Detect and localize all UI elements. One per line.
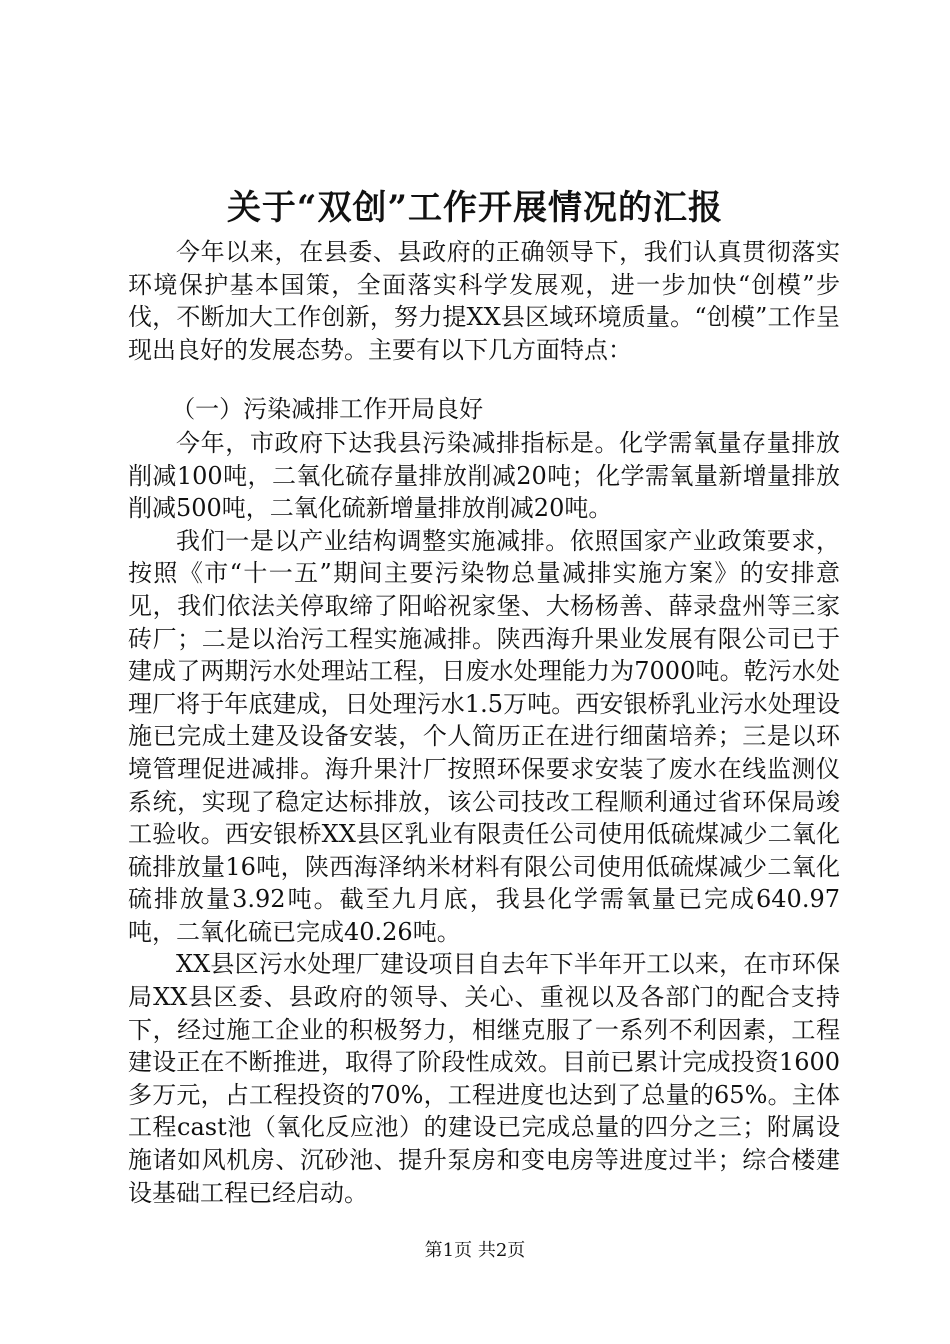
document-body	[128, 236, 840, 1209]
body-paragraph: 我们一是以产业结构调整实施减排。依照国家产业政策要求，按照《市“十一五”期间主要污染物总量减排实施方案》的安排意见，我们依法关停取缔了阳峪祝家堡、大杨杨善、薛录盘州等三家砖厂；二是以治污工程实施减排。陕西海升果业发展有限公司已于建成了两期污水处理站工程，日废水处理能力为7000吨。乾污水处理厂将于年底建成，日处理污水1.5万吨。西安银桥乳业污水处理设施已完成土建及设备安装，个人简历正在进行细菌培养；三是以环境管理促进减排。海升果汁厂按照环保要求安装了废水在线监测仪系统，实现了稳定达标排放，该公司技改工程顺利通过省环保局竣工验收。西安银桥XX县区乳业有限责任公司使用低硫煤减少二氧化硫排放量16吨，陕西海泽纳米材料有限公司使用低硫煤减少二氧化硫排放量3.92吨。截至九月底，我县化学需氧量已完成640.97吨，二氧化硫已完成40.26吨。	[128, 526, 840, 946]
section-heading: （一）污染减排工作开局良好	[171, 395, 484, 424]
body-paragraph: XX县区污水处理厂建设项目自去年下半年开工以来，在市环保局XX县区委、县政府的领导、关心、重视以及各部门的配合支持下，经过施工企业的积极努力，相继克服了一系列不利因素，工程建设正在不断推进，取得了阶段性成效。目前已累计完成投资1600多万元，占工程投资的70%，工程进度也达到了总量的65%。主体工程cast池（氧化反应池）的建设已完成总量的四分之三；附属设施诸如风机房、沉砂池、提升泵房和变电房等进度过半；综合楼建设基础工程已经启动。	[128, 950, 840, 1207]
intro-paragraph: 今年以来，在县委、县政府的正确领导下，我们认真贯彻落实环境保护基本国策，全面落实科学发展观，进一步加快“创模”步伐，不断加大工作创新，努力提XX县区域环境质量。“创模”工作呈现出良好的发展态势。主要有以下几方面特点：	[128, 238, 840, 364]
page-footer: 第1页 共2页	[424, 1240, 526, 1261]
document-title: 关于“双创”工作开展情况的汇报	[226, 188, 724, 228]
body-paragraph: 今年，市政府下达我县污染减排指标是。化学需氧量存量排放削减100吨，二氧化硫存量排放削减20吨；化学需氧量新增量排放削减500吨，二氧化硫新增量排放削减20吨。	[128, 428, 840, 523]
